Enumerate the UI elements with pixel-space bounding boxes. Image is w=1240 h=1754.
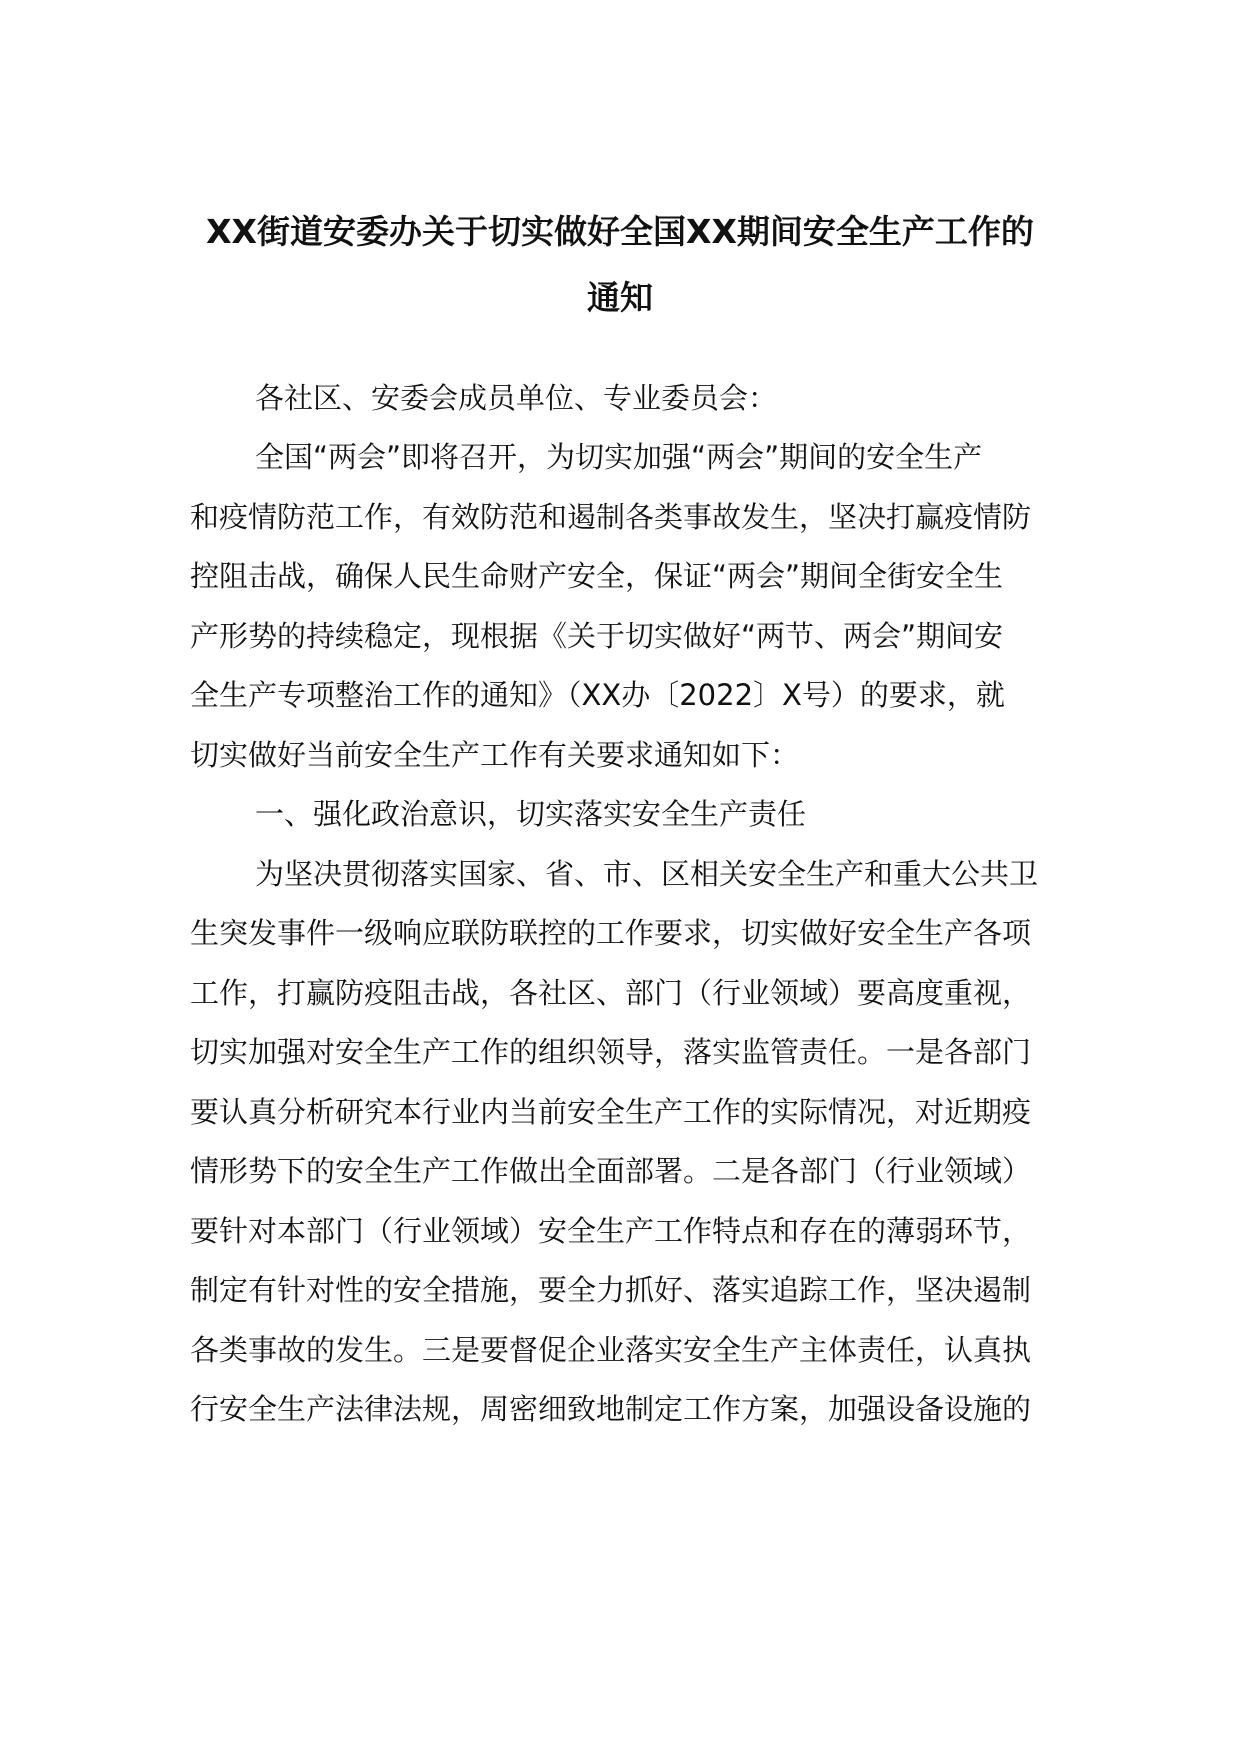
paragraph-line: 全国“两会”即将召开，为切实加强“两会”期间的安全生产 <box>255 440 983 474</box>
paragraph-line: 行安全生产法律法规，周密细致地制定工作方案，加强设备设施的 <box>190 1392 1032 1426</box>
document-title-line-1: XX街道安委办关于切实做好全国XX期间安全生产工作的 <box>206 212 1034 251</box>
paragraph-line: 全生产专项整治工作的通知》（XX办〔2022〕X号）的要求，就 <box>190 678 1005 712</box>
paragraph-line: 工作，打赢防疫阻击战，各社区、部门（行业领域）要高度重视， <box>190 976 1032 1010</box>
paragraph-line: 情形势下的安全生产工作做出全面部署。二是各部门（行业领域） <box>190 1154 1032 1188</box>
paragraph-line: 生突发事件一级响应联防联控的工作要求，切实做好安全生产各项 <box>190 916 1032 950</box>
salutation: 各社区、安委会成员单位、专业委员会： <box>255 381 778 415</box>
section-heading: 一、强化政治意识，切实落实安全生产责任 <box>255 797 807 831</box>
paragraph-line: 要认真分析研究本行业内当前安全生产工作的实际情况，对近期疫 <box>190 1095 1032 1129</box>
paragraph-line: 为坚决贯彻落实国家、省、市、区相关安全生产和重大公共卫 <box>255 857 1039 891</box>
paragraph-line: 各类事故的发生。三是要督促企业落实安全生产主体责任，认真执 <box>190 1333 1032 1367</box>
paragraph-line: 产形势的持续稳定，现根据《关于切实做好“两节、两会”期间安 <box>190 619 1004 653</box>
document-title-line-2: 通知 <box>587 278 653 317</box>
paragraph-line: 切实做好当前安全生产工作有关要求通知如下： <box>190 738 800 772</box>
paragraph-line: 和疫情防范工作，有效防范和遏制各类事故发生，坚决打赢疫情防 <box>190 500 1032 534</box>
paragraph-line: 切实加强对安全生产工作的组织领导，落实监管责任。一是各部门 <box>190 1035 1032 1069</box>
paragraph-line: 要针对本部门（行业领域）安全生产工作特点和存在的薄弱环节， <box>190 1214 1032 1248</box>
paragraph-line: 制定有针对性的安全措施，要全力抓好、落实追踪工作，坚决遏制 <box>190 1273 1032 1307</box>
paragraph-line: 控阻击战，确保人民生命财产安全，保证“两会”期间全街安全生 <box>190 559 1004 593</box>
